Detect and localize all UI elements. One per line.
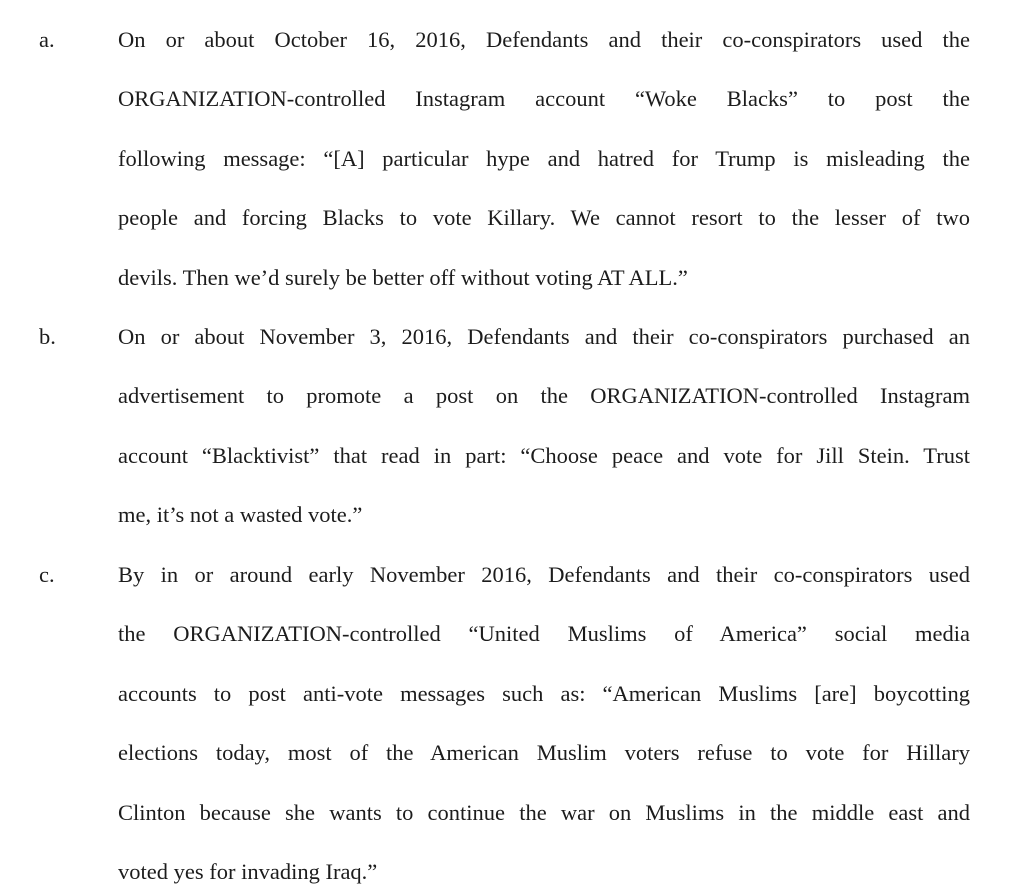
item-c-label: c.	[39, 562, 55, 587]
item-c-line-6: voted yes for invading Iraq.”	[118, 859, 378, 884]
item-b-line-2: advertisement to promote a post on the ORGANIZATION-controlled Instagram	[118, 383, 970, 408]
item-a-label: a.	[39, 27, 55, 52]
item-c-line-5: Clinton because she wants to continue the war on Muslims in the middle east and	[118, 800, 970, 825]
item-b-label: b.	[39, 324, 56, 349]
item-b-line-3: account “Blacktivist” that read in part: “Choose peace and vote for Jill Stein. Trust	[118, 443, 970, 468]
item-c-line-2: the ORGANIZATION-controlled “United Muslims of America” social media	[118, 621, 970, 646]
item-a-line-5: devils. Then we’d surely be better off without voting AT ALL.”	[118, 265, 688, 290]
item-a-line-2: ORGANIZATION-controlled Instagram account “Woke Blacks” to post the	[118, 86, 970, 111]
item-c-line-4: elections today, most of the American Muslim voters refuse to vote for Hillary	[118, 740, 970, 765]
item-a-line-1: On or about October 16, 2016, Defendants and their co-conspirators used the	[118, 27, 970, 52]
item-b-line-4: me, it’s not a wasted vote.”	[118, 502, 363, 527]
item-b-line-1: On or about November 3, 2016, Defendants and their co-conspirators purchased an	[118, 324, 970, 349]
item-a-line-3: following message: “[A] particular hype and hatred for Trump is misleading the	[118, 146, 970, 171]
item-a-line-4: people and forcing Blacks to vote Killary. We cannot resort to the lesser of two	[118, 205, 970, 230]
item-c-line-3: accounts to post anti-vote messages such as: “American Muslims [are] boycotting	[118, 681, 970, 706]
item-c-line-1: By in or around early November 2016, Defendants and their co-conspirators used	[118, 562, 970, 587]
